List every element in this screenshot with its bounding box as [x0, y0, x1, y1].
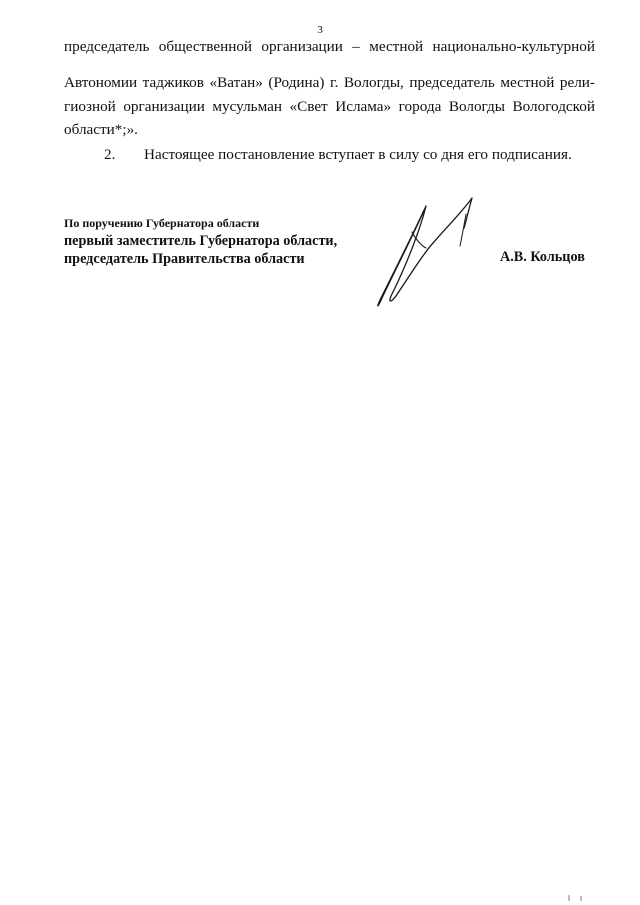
signature-position-line-2: председатель Правительства области: [64, 251, 305, 267]
paragraph-line-2: Автономии таджиков «Ватан» (Родина) г. Вологды, председатель местной рели-: [64, 74, 595, 91]
paragraph-line-3: гиозной организации мусульман «Свет Ислама» города Вологды Вологодской: [64, 98, 595, 115]
scan-artifact-mark: [566, 894, 586, 902]
paragraph-line-4: области*;».: [64, 121, 138, 138]
signatory-name: А.В. Кольцов: [500, 249, 585, 265]
paragraph-line-1: председатель общественной организации – местной национально-культурной: [64, 38, 595, 55]
signature-position-line-1: первый заместитель Губернатора области,: [64, 233, 338, 249]
item-number: 2.: [104, 146, 116, 163]
signature-authority: По поручению Губернатора области: [64, 216, 260, 230]
handwritten-signature: [368, 188, 480, 312]
item-text: Настоящее постановление вступает в силу со дня его подписания.: [144, 146, 572, 163]
page-number: 3: [317, 24, 323, 36]
